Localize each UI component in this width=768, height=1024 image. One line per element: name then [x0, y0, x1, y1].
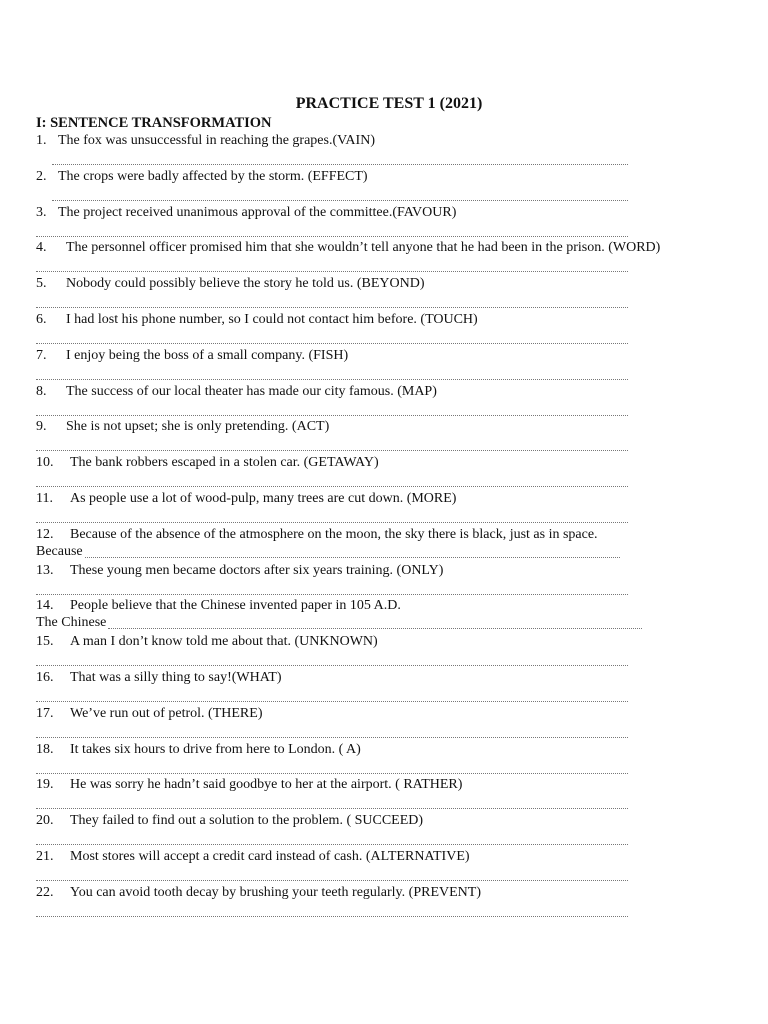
question-item [36, 490, 736, 526]
question-number: 14. [36, 598, 54, 614]
question-text-line [36, 705, 262, 723]
section-heading: I: SENTENCE TRANSFORMATION [36, 115, 272, 131]
question-item [36, 454, 736, 490]
question-number: 8. [36, 383, 47, 399]
question-item [36, 812, 736, 848]
question-text-line [36, 418, 329, 436]
question-text-line [36, 132, 375, 150]
answer-dotted-line[interactable] [36, 472, 628, 487]
question-item [36, 776, 736, 812]
question-text: The crops were badly affected by the storm. (EFFECT) [58, 168, 368, 184]
question-number: 11. [36, 490, 53, 506]
question-item [36, 884, 736, 920]
question-text-line [36, 204, 456, 222]
question-number: 6. [36, 311, 47, 327]
question-text-line [36, 168, 368, 186]
question-text: The personnel officer promised him that she wouldn’t tell anyone that he had been in the prison. (WORD) [66, 240, 661, 256]
question-text-line [36, 239, 660, 257]
answer-dotted-line[interactable] [36, 508, 628, 523]
question-number: 16. [36, 669, 54, 685]
question-number: 18. [36, 741, 54, 757]
question-item [36, 705, 736, 741]
question-text-line [36, 741, 361, 759]
question-text: They failed to find out a solution to the problem. ( SUCCEED) [70, 813, 424, 829]
answer-dotted-line[interactable] [36, 902, 628, 917]
question-text-line [36, 884, 481, 902]
answer-dotted-line[interactable] [36, 580, 628, 595]
question-number: 10. [36, 455, 54, 471]
question-text-line [36, 383, 437, 401]
question-text-line [36, 454, 379, 472]
question-number: 12. [36, 526, 54, 542]
question-list [36, 132, 736, 920]
question-text: As people use a lot of wood-pulp, many trees are cut down. (MORE) [70, 490, 457, 506]
question-text-line [36, 633, 378, 651]
answer-dotted-line[interactable] [36, 651, 628, 666]
question-number: 4. [36, 240, 47, 256]
question-item [36, 741, 736, 777]
answer-dotted-line[interactable] [85, 543, 620, 558]
question-text: That was a silly thing to say!(WHAT) [70, 669, 282, 685]
question-item [36, 597, 736, 633]
answer-dotted-line[interactable] [36, 830, 628, 845]
question-number: 22. [36, 884, 54, 900]
answer-dotted-line[interactable] [52, 186, 628, 201]
question-text-line [36, 669, 282, 687]
question-item [36, 168, 736, 204]
answer-dotted-line[interactable] [36, 401, 628, 416]
question-number: 3. [36, 204, 47, 220]
question-item [36, 239, 736, 275]
answer-dotted-line[interactable] [36, 329, 628, 344]
question-item [36, 669, 736, 705]
question-text: The bank robbers escaped in a stolen car. (GETAWAY) [70, 455, 379, 471]
question-text: You can avoid tooth decay by brushing your teeth regularly. (PREVENT) [70, 884, 481, 900]
question-text: The project received unanimous approval of the committee.(FAVOUR) [58, 204, 457, 220]
question-number: 17. [36, 705, 54, 721]
question-number: 21. [36, 848, 54, 864]
page-title: PRACTICE TEST 1 (2021) [295, 95, 483, 112]
question-text: We’ve run out of petrol. (THERE) [70, 705, 263, 721]
question-text: I had lost his phone number, so I could not contact him before. (TOUCH) [66, 311, 478, 327]
question-text: People believe that the Chinese invented paper in 105 A.D. [70, 598, 401, 614]
question-item [36, 132, 736, 168]
answer-dotted-line[interactable] [36, 293, 628, 308]
answer-dotted-line[interactable] [36, 257, 628, 272]
question-number: 5. [36, 276, 47, 292]
answer-lead-text: The Chinese [36, 615, 107, 631]
question-text-line [36, 848, 470, 866]
question-text: Most stores will accept a credit card instead of cash. (ALTERNATIVE) [70, 848, 470, 864]
question-text: She is not upset; she is only pretending. (ACT) [66, 419, 330, 435]
answer-dotted-line[interactable] [36, 759, 628, 774]
question-text: The fox was unsuccessful in reaching the grapes.(VAIN) [58, 133, 375, 148]
question-item [36, 347, 736, 383]
question-text-line [36, 597, 401, 615]
question-text-line [36, 490, 456, 508]
question-item [36, 526, 736, 562]
question-text-line [36, 275, 425, 293]
question-text: Nobody could possibly believe the story he told us. (BEYOND) [66, 276, 425, 292]
question-item [36, 848, 736, 884]
question-text-line [36, 812, 423, 830]
question-item [36, 204, 736, 240]
question-item [36, 633, 736, 669]
question-text: Because of the absence of the atmosphere on the moon, the sky there is black, just as in space. [70, 526, 598, 542]
question-text: A man I don’t know told me about that. (UNKNOWN) [70, 634, 378, 650]
question-number: 15. [36, 634, 54, 650]
question-number: 9. [36, 419, 47, 435]
question-item [36, 418, 736, 454]
answer-dotted-line[interactable] [36, 222, 628, 237]
question-number: 2. [36, 168, 47, 184]
question-text: These young men became doctors after six years training. (ONLY) [70, 562, 444, 578]
question-text: The success of our local theater has made our city famous. (MAP) [66, 383, 437, 399]
question-number: 7. [36, 347, 47, 363]
answer-dotted-line[interactable] [36, 794, 628, 809]
question-text-line [36, 347, 348, 365]
question-text-line [36, 526, 598, 544]
answer-dotted-line[interactable] [36, 365, 628, 380]
question-text: He was sorry he hadn’t said goodbye to her at the airport. ( RATHER) [70, 777, 463, 793]
question-item [36, 562, 736, 598]
question-text-line [36, 562, 443, 580]
question-number: 20. [36, 813, 54, 829]
question-text: I enjoy being the boss of a small company. (FISH) [66, 347, 349, 363]
question-item [36, 311, 736, 347]
answer-dotted-line[interactable] [36, 723, 628, 738]
question-text-line [36, 776, 462, 794]
answer-dotted-line[interactable] [52, 150, 628, 165]
question-item [36, 383, 736, 419]
question-number: 1. [36, 133, 47, 148]
question-number: 13. [36, 562, 54, 578]
question-number: 19. [36, 777, 54, 793]
question-text-line [36, 311, 478, 329]
question-text: It takes six hours to drive from here to London. ( A) [70, 741, 361, 757]
answer-dotted-line[interactable] [36, 687, 628, 702]
question-item [36, 275, 736, 311]
answer-dotted-line[interactable] [108, 614, 642, 629]
answer-dotted-line[interactable] [36, 436, 628, 451]
answer-dotted-line[interactable] [36, 866, 628, 881]
answer-lead-text: Because [36, 543, 83, 559]
